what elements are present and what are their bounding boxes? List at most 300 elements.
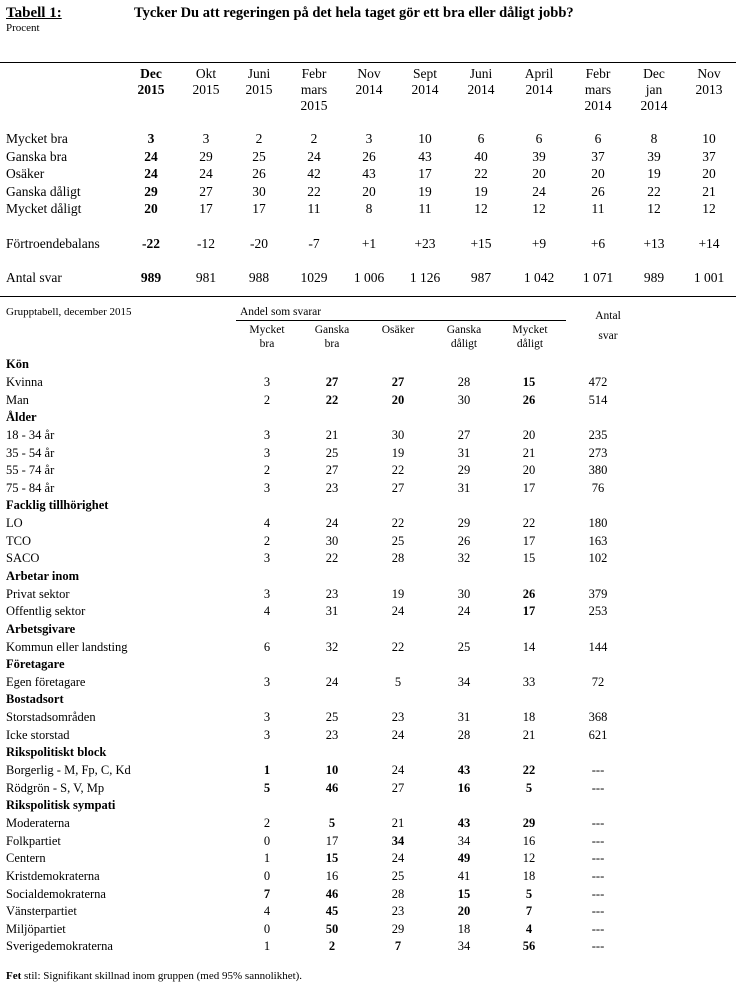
cell-value: 27 xyxy=(325,463,339,478)
section-label: Rikspolitisk sympati xyxy=(6,798,116,813)
table-row xyxy=(0,674,736,692)
cell-value: 19 xyxy=(418,183,432,199)
cell-value: 20 xyxy=(457,904,471,919)
cell-value: -12 xyxy=(197,235,215,251)
cell-value: 3 xyxy=(263,551,271,566)
table-row xyxy=(0,427,736,445)
row-label: Socialdemokraterna xyxy=(6,886,106,901)
row-label: Förtroendebalans xyxy=(6,235,100,251)
table-row xyxy=(0,903,736,921)
andel-label: Andel som svarar xyxy=(240,306,322,318)
row-label: 75 - 84 år xyxy=(6,480,55,495)
cell-value: 24 xyxy=(391,851,405,866)
cell-value: 24 xyxy=(457,604,471,619)
antal-header: Antal svar xyxy=(595,310,621,342)
cell-value: 12 xyxy=(522,851,536,866)
antal-row xyxy=(0,269,736,287)
cell-value: 30 xyxy=(325,533,339,548)
row-label: Mycket bra xyxy=(6,131,68,147)
cell-value: 21 xyxy=(391,815,405,830)
cell-value: 28 xyxy=(457,374,471,389)
cell-value: +6 xyxy=(590,235,606,251)
table-row xyxy=(0,868,736,886)
cell-value: 19 xyxy=(391,445,405,460)
cell-value: 42 xyxy=(307,166,321,182)
top-rule xyxy=(0,62,736,63)
cell-value: 2 xyxy=(263,392,271,407)
cell-value: 3 xyxy=(263,374,271,389)
group-table xyxy=(0,356,736,956)
cell-value: +9 xyxy=(531,235,547,251)
cell-value: 1 126 xyxy=(409,270,441,286)
antal-value: --- xyxy=(591,780,605,795)
cell-value: 10 xyxy=(325,763,339,778)
cell-value: 30 xyxy=(391,427,405,442)
row-label: Mycket dåligt xyxy=(6,201,82,217)
cell-value: 18 xyxy=(457,921,471,936)
table-row xyxy=(0,130,736,148)
cell-value: -20 xyxy=(250,235,268,251)
cell-value: 37 xyxy=(591,148,605,164)
period-header: Sept 2014 xyxy=(411,66,439,97)
section-label: Arbetar inom xyxy=(6,569,80,583)
cell-value: 21 xyxy=(325,427,339,442)
group-col-header: Mycket bra xyxy=(249,324,285,350)
cell-value: 22 xyxy=(647,183,661,199)
cell-value: 28 xyxy=(391,886,405,901)
cell-value: 7 xyxy=(525,904,533,919)
cell-value: 27 xyxy=(391,374,405,389)
cell-value: 50 xyxy=(325,921,339,936)
cell-value: 11 xyxy=(591,201,605,217)
cell-value: 24 xyxy=(391,727,405,742)
group-col-header: Ganska dåligt xyxy=(446,324,482,350)
cell-value: 2 xyxy=(263,533,271,548)
cell-value: 21 xyxy=(522,445,536,460)
cell-value: 24 xyxy=(307,148,321,164)
period-header: Febr mars 2015 xyxy=(300,66,328,113)
cell-value: 981 xyxy=(195,270,217,286)
cell-value: 22 xyxy=(391,639,405,654)
row-label: Borgerlig - M, Fp, C, Kd xyxy=(6,763,131,778)
cell-value: 2 xyxy=(263,463,271,478)
row-label: Osäker xyxy=(6,166,45,182)
antal-value: --- xyxy=(591,921,605,936)
cell-value: 7 xyxy=(263,886,271,901)
cell-value: 0 xyxy=(263,921,271,936)
antal-value: --- xyxy=(591,868,605,883)
cell-value: 3 xyxy=(263,480,271,495)
cell-value: 26 xyxy=(522,392,536,407)
cell-value: 25 xyxy=(391,868,405,883)
cell-value: 43 xyxy=(457,815,471,830)
cell-value: 24 xyxy=(391,763,405,778)
cell-value: 32 xyxy=(325,639,339,654)
table-row xyxy=(0,200,736,218)
cell-value: 23 xyxy=(325,480,339,495)
cell-value: 0 xyxy=(263,868,271,883)
cell-value: 10 xyxy=(418,131,432,147)
cell-value: 3 xyxy=(263,710,271,725)
antal-value: 368 xyxy=(588,710,608,725)
section-label: Företagare xyxy=(6,657,65,672)
row-label: TCO xyxy=(6,533,31,548)
cell-value: 8 xyxy=(650,131,658,147)
cell-value: 31 xyxy=(457,445,471,460)
cell-value: 30 xyxy=(457,586,471,601)
cell-value: 25 xyxy=(391,533,405,548)
balance-row xyxy=(0,235,736,253)
cell-value: 21 xyxy=(702,183,716,199)
cell-value: 43 xyxy=(457,763,471,778)
table-unit: Procent xyxy=(6,22,40,34)
cell-value: 8 xyxy=(365,201,373,217)
cell-value: 5 xyxy=(394,674,402,689)
group-col-header: Ganska bra xyxy=(314,324,350,350)
section-row xyxy=(0,656,736,674)
antal-value: 379 xyxy=(588,586,608,601)
section-row xyxy=(0,409,736,427)
cell-value: 26 xyxy=(252,166,266,182)
cell-value: 24 xyxy=(325,674,339,689)
cell-value: 19 xyxy=(391,586,405,601)
section-label: Kön xyxy=(6,357,29,372)
table-row xyxy=(0,479,736,497)
cell-value: 18 xyxy=(522,868,536,883)
period-header: Okt 2015 xyxy=(192,66,220,97)
trend-table xyxy=(0,66,736,287)
survey-question: Tycker Du att regeringen på det hela taget gör ett bra eller dåligt jobb? xyxy=(134,5,574,21)
antal-value: 163 xyxy=(588,533,608,548)
section-label: Bostadsort xyxy=(6,692,64,707)
period-header: Dec 2015 xyxy=(137,66,165,97)
table-row xyxy=(0,515,736,533)
cell-value: 34 xyxy=(391,833,405,848)
table-row xyxy=(0,374,736,392)
cell-value: 17 xyxy=(325,833,339,848)
period-header: Juni 2015 xyxy=(245,66,273,97)
section-row xyxy=(0,691,736,709)
section-row xyxy=(0,497,736,515)
row-label: Egen företagare xyxy=(6,674,86,689)
row-label: Icke storstad xyxy=(6,727,70,742)
table-row xyxy=(0,462,736,480)
cell-value: 27 xyxy=(199,183,213,199)
cell-value: +13 xyxy=(643,235,665,251)
cell-value: 17 xyxy=(522,480,536,495)
antal-value: 144 xyxy=(588,639,608,654)
cell-value: 18 xyxy=(522,710,536,725)
row-label: Sverigedemokraterna xyxy=(6,939,113,954)
table-number: Tabell 1: xyxy=(6,5,62,21)
cell-value: -22 xyxy=(142,235,160,251)
cell-value: 22 xyxy=(522,516,536,531)
table-row xyxy=(0,444,736,462)
cell-value: 39 xyxy=(647,148,661,164)
cell-value: 34 xyxy=(457,833,471,848)
table-row xyxy=(0,638,736,656)
cell-value: 2 xyxy=(328,939,336,954)
antal-value: --- xyxy=(591,815,605,830)
cell-value: 4 xyxy=(525,921,533,936)
cell-value: 37 xyxy=(702,148,716,164)
table-row xyxy=(0,148,736,166)
cell-value: 987 xyxy=(470,270,492,286)
cell-value: 31 xyxy=(457,710,471,725)
cell-value: 15 xyxy=(522,374,536,389)
row-label: Centern xyxy=(6,851,46,866)
antal-value: --- xyxy=(591,939,605,954)
cell-value: 12 xyxy=(474,201,488,217)
cell-value: -7 xyxy=(308,235,320,251)
cell-value: 22 xyxy=(391,516,405,531)
cell-value: 3 xyxy=(263,586,271,601)
cell-value: 6 xyxy=(535,131,543,147)
table-row xyxy=(0,391,736,409)
cell-value: 28 xyxy=(457,727,471,742)
cell-value: 29 xyxy=(199,148,213,164)
row-label: Ganska dåligt xyxy=(6,183,81,199)
table-row xyxy=(0,709,736,727)
antal-value: --- xyxy=(591,763,605,778)
cell-value: 26 xyxy=(591,183,605,199)
row-label: LO xyxy=(6,516,23,531)
period-header: Nov 2013 xyxy=(695,66,723,97)
cell-value: 20 xyxy=(391,392,405,407)
cell-value: 29 xyxy=(457,463,471,478)
antal-value: 102 xyxy=(588,551,608,566)
cell-value: 20 xyxy=(522,427,536,442)
cell-value: +1 xyxy=(361,235,377,251)
cell-value: 22 xyxy=(325,551,339,566)
table-row xyxy=(0,885,736,903)
antal-value: 180 xyxy=(588,516,608,531)
cell-value: 17 xyxy=(418,166,432,182)
cell-value: 17 xyxy=(199,201,213,217)
cell-value: 34 xyxy=(457,939,471,954)
cell-value: 4 xyxy=(263,516,271,531)
row-label: Moderaterna xyxy=(6,815,70,830)
antal-value: 472 xyxy=(588,374,608,389)
row-label: 55 - 74 år xyxy=(6,463,55,478)
group-table-caption: Grupptabell, december 2015 xyxy=(6,306,132,318)
table-row xyxy=(0,532,736,550)
section-row xyxy=(0,797,736,815)
cell-value: 43 xyxy=(362,166,376,182)
row-label: Offentlig sektor xyxy=(6,604,86,619)
section-row xyxy=(0,356,736,374)
cell-value: 23 xyxy=(325,727,339,742)
cell-value: 988 xyxy=(248,270,270,286)
cell-value: 16 xyxy=(457,780,471,795)
cell-value: 20 xyxy=(522,463,536,478)
cell-value: 1 xyxy=(263,939,271,954)
period-header: Febr mars 2014 xyxy=(584,66,612,113)
cell-value: 19 xyxy=(647,166,661,182)
cell-value: 15 xyxy=(325,851,339,866)
cell-value: 3 xyxy=(147,131,155,147)
cell-value: 24 xyxy=(532,183,546,199)
cell-value: 25 xyxy=(325,710,339,725)
row-label: Ganska bra xyxy=(6,148,68,164)
cell-value: 24 xyxy=(199,166,213,182)
table-row xyxy=(0,165,736,183)
cell-value: 24 xyxy=(325,516,339,531)
period-header: Juni 2014 xyxy=(467,66,495,97)
cell-value: 0 xyxy=(263,833,271,848)
cell-value: 26 xyxy=(522,586,536,601)
row-label: 18 - 34 år xyxy=(6,427,55,442)
cell-value: 6 xyxy=(594,131,602,147)
row-label: Storstadsområden xyxy=(6,710,96,725)
cell-value: 31 xyxy=(325,604,339,619)
cell-value: 5 xyxy=(525,886,533,901)
cell-value: 49 xyxy=(457,851,471,866)
row-label: Miljöpartiet xyxy=(6,921,66,936)
cell-value: 25 xyxy=(325,445,339,460)
period-header: April 2014 xyxy=(524,66,554,97)
cell-value: 4 xyxy=(263,604,271,619)
cell-value: 22 xyxy=(325,392,339,407)
cell-value: 29 xyxy=(522,815,536,830)
cell-value: 27 xyxy=(457,427,471,442)
group-col-header: Mycket dåligt xyxy=(512,324,548,350)
cell-value: 26 xyxy=(457,533,471,548)
cell-value: 39 xyxy=(532,148,546,164)
antal-value: 235 xyxy=(588,427,608,442)
row-label: Antal svar xyxy=(6,270,62,286)
cell-value: 3 xyxy=(263,445,271,460)
section-label: Arbetsgivare xyxy=(6,621,76,636)
cell-value: 24 xyxy=(391,604,405,619)
row-label: Man xyxy=(6,392,29,407)
row-label: 35 - 54 år xyxy=(6,445,55,460)
mid-rule xyxy=(0,296,736,297)
cell-value: 56 xyxy=(522,939,536,954)
antal-value: 621 xyxy=(588,727,608,742)
antal-value: 72 xyxy=(591,674,605,689)
table-row xyxy=(0,832,736,850)
cell-value: 1029 xyxy=(300,270,328,286)
cell-value: 1 006 xyxy=(353,270,385,286)
cell-value: 43 xyxy=(418,148,432,164)
cell-value: 29 xyxy=(391,921,405,936)
cell-value: 30 xyxy=(252,183,266,199)
antal-value: 514 xyxy=(588,392,608,407)
table-row xyxy=(0,762,736,780)
antal-value: --- xyxy=(591,851,605,866)
section-label: Ålder xyxy=(6,410,37,425)
cell-value: 24 xyxy=(144,148,158,164)
cell-value: 2 xyxy=(310,131,318,147)
row-label: Kvinna xyxy=(6,374,43,389)
cell-value: 12 xyxy=(702,201,716,217)
cell-value: 23 xyxy=(325,586,339,601)
cell-value: 17 xyxy=(252,201,266,217)
row-label: Vänsterpartiet xyxy=(6,904,77,919)
table-row xyxy=(0,183,736,201)
row-label: Kristdemokraterna xyxy=(6,868,100,883)
cell-value: 46 xyxy=(325,780,339,795)
cell-value: 16 xyxy=(325,868,339,883)
section-label: Rikspolitiskt block xyxy=(6,745,107,760)
cell-value: 11 xyxy=(307,201,321,217)
table-row xyxy=(0,779,736,797)
antal-value: 253 xyxy=(588,604,608,619)
cell-value: 45 xyxy=(325,904,339,919)
row-label: Privat sektor xyxy=(6,586,70,601)
cell-value: 29 xyxy=(457,516,471,531)
cell-value: 12 xyxy=(647,201,661,217)
cell-value: 5 xyxy=(328,815,336,830)
cell-value: 34 xyxy=(457,674,471,689)
cell-value: 2 xyxy=(263,815,271,830)
cell-value: 1 xyxy=(263,763,271,778)
cell-value: 28 xyxy=(391,551,405,566)
cell-value: 32 xyxy=(457,551,471,566)
row-label: Rödgrön - S, V, Mp xyxy=(6,780,105,795)
cell-value: 20 xyxy=(532,166,546,182)
cell-value: 5 xyxy=(263,780,271,795)
table-row xyxy=(0,850,736,868)
cell-value: 22 xyxy=(307,183,321,199)
section-row xyxy=(0,568,736,586)
section-row xyxy=(0,621,736,639)
footnote: Fet stil: Signifikant skillnad inom gruppen (med 95% sannolikhet). xyxy=(6,970,303,982)
table-row xyxy=(0,938,736,956)
cell-value: 20 xyxy=(702,166,716,182)
cell-value: 24 xyxy=(144,166,158,182)
cell-value: 6 xyxy=(263,639,271,654)
period-header: Dec jan 2014 xyxy=(640,66,668,113)
cell-value: 17 xyxy=(522,604,536,619)
cell-value: 1 071 xyxy=(582,270,614,286)
table-row xyxy=(0,726,736,744)
table-row xyxy=(0,550,736,568)
antal-value: 273 xyxy=(588,445,608,460)
section-label: Facklig tillhörighet xyxy=(6,498,109,513)
cell-value: 989 xyxy=(643,270,665,286)
cell-value: 41 xyxy=(457,868,471,883)
row-label: SACO xyxy=(6,551,40,566)
table-row xyxy=(0,921,736,939)
section-row xyxy=(0,744,736,762)
cell-value: 3 xyxy=(263,427,271,442)
cell-value: 22 xyxy=(522,763,536,778)
cell-value: 4 xyxy=(263,904,271,919)
cell-value: 19 xyxy=(474,183,488,199)
cell-value: 3 xyxy=(202,131,210,147)
cell-value: 16 xyxy=(522,833,536,848)
cell-value: 21 xyxy=(522,727,536,742)
cell-value: 27 xyxy=(325,374,339,389)
period-header: Nov 2014 xyxy=(355,66,383,97)
cell-value: +23 xyxy=(414,235,436,251)
andel-underline xyxy=(236,320,566,321)
cell-value: 29 xyxy=(144,183,158,199)
cell-value: 10 xyxy=(702,131,716,147)
cell-value: 23 xyxy=(391,710,405,725)
antal-value: 380 xyxy=(588,463,608,478)
cell-value: 1 xyxy=(263,851,271,866)
cell-value: 7 xyxy=(394,939,402,954)
antal-value: 76 xyxy=(591,480,605,495)
cell-value: 26 xyxy=(362,148,376,164)
cell-value: 15 xyxy=(522,551,536,566)
cell-value: 20 xyxy=(591,166,605,182)
cell-value: 22 xyxy=(391,463,405,478)
cell-value: 20 xyxy=(144,201,158,217)
